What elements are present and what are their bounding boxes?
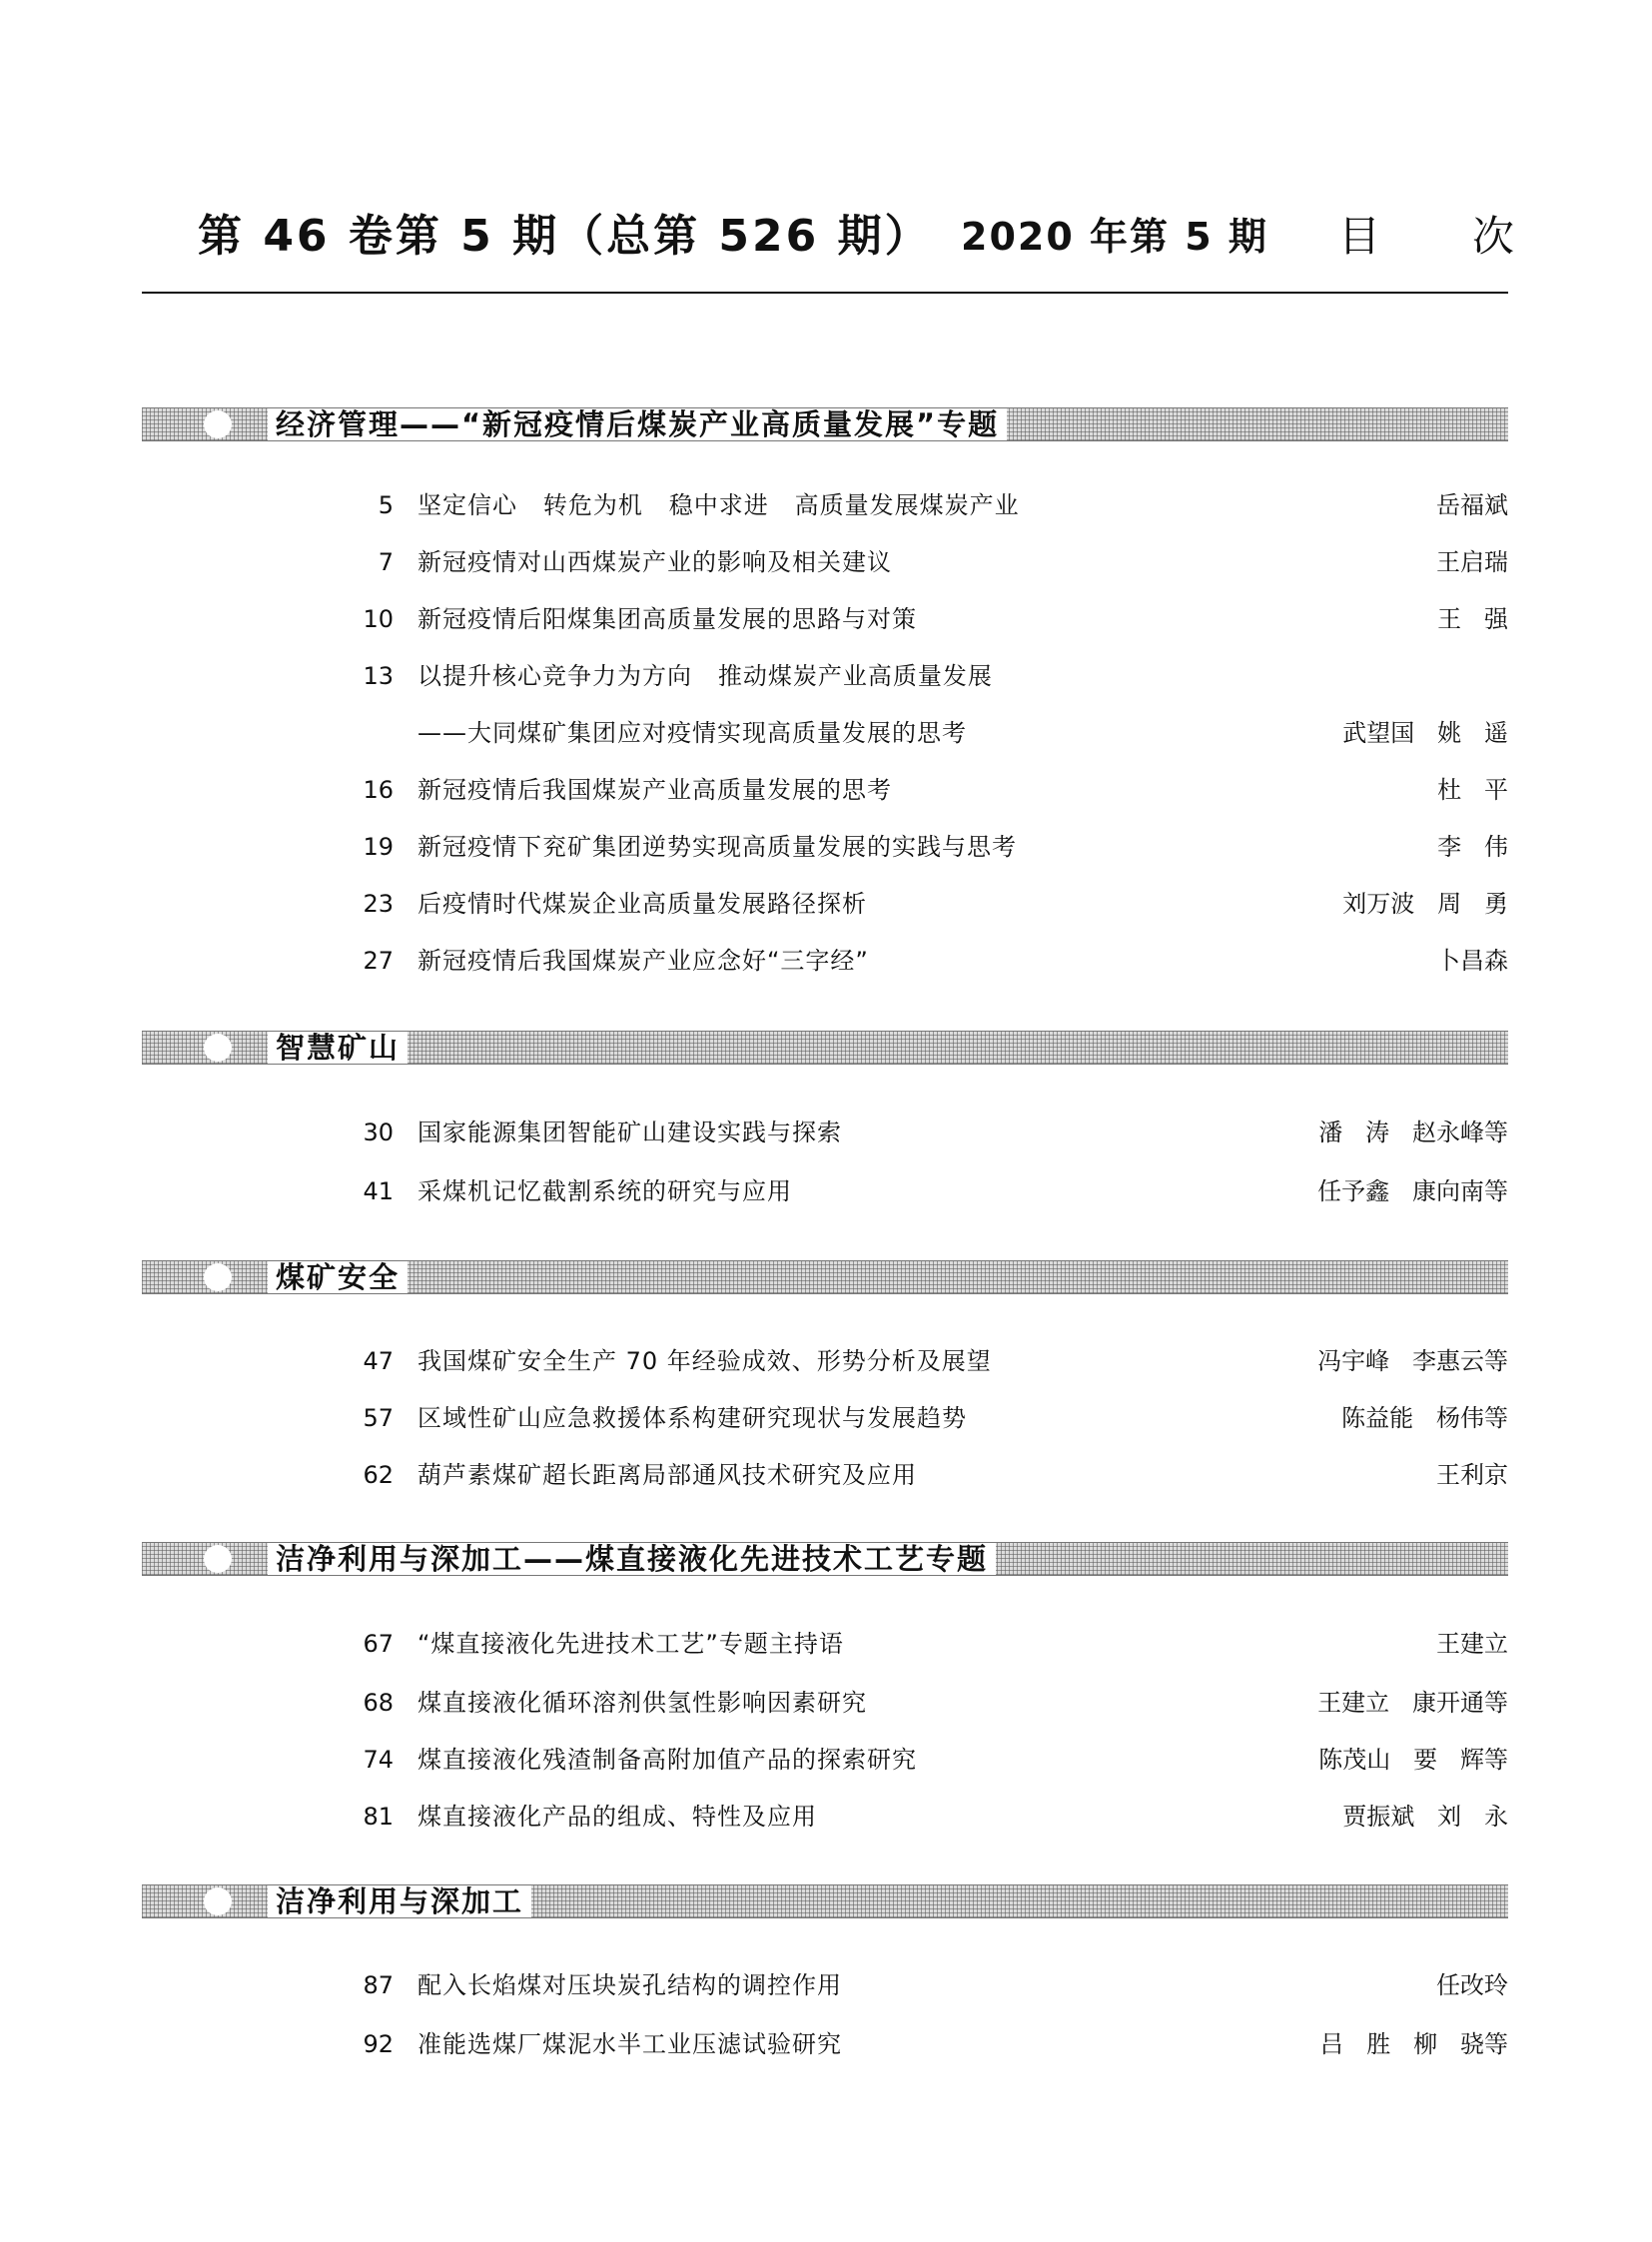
entry-author: 贾振斌 刘 永 xyxy=(1342,1803,1508,1831)
entry-author: 刘万波 周 勇 xyxy=(1342,890,1508,918)
section-header xyxy=(142,1260,1508,1294)
entry-page-number: 47 xyxy=(363,1347,394,1375)
entry-author: 吕 胜 柳 骁等 xyxy=(1319,2030,1508,2058)
entry-author: 陈茂山 要 辉等 xyxy=(1318,1746,1508,1774)
entry-title: 煤直接液化循环溶剂供氢性影响因素研究 xyxy=(417,1689,867,1717)
toc-entry[interactable] xyxy=(0,1965,1652,2005)
bullet-circle-icon xyxy=(204,1034,232,1062)
toc-entry[interactable] xyxy=(0,1341,1652,1381)
entry-page-number: 30 xyxy=(363,1119,394,1146)
entry-title: 坚定信心 转危为机 稳中求进 高质量发展煤炭产业 xyxy=(417,491,1020,519)
bullet-circle-icon xyxy=(204,1887,232,1915)
toc-entry[interactable] xyxy=(0,1740,1652,1780)
entry-title: 新冠疫情后我国煤炭产业应念好“三字经” xyxy=(417,947,869,975)
toc-entry[interactable] xyxy=(0,827,1652,867)
section-header xyxy=(142,1884,1508,1918)
section-header xyxy=(142,1031,1508,1065)
section-header xyxy=(142,407,1508,441)
toc-entry[interactable] xyxy=(0,2024,1652,2064)
entry-page-number: 19 xyxy=(363,833,394,861)
entry-title: 煤直接液化残渣制备高附加值产品的探索研究 xyxy=(417,1746,917,1774)
section-title: 煤矿安全 xyxy=(268,1261,408,1293)
entry-title: “煤直接液化先进技术工艺”专题主持语 xyxy=(417,1630,844,1658)
toc-entry[interactable] xyxy=(0,770,1652,810)
entry-author: 李 伟 xyxy=(1437,833,1508,861)
toc-entry[interactable] xyxy=(0,1683,1652,1723)
entry-author: 杜 平 xyxy=(1437,776,1508,804)
entry-page-number: 23 xyxy=(363,890,394,918)
entry-author: 王启瑞 xyxy=(1436,548,1508,576)
toc-entry[interactable] xyxy=(0,1797,1652,1837)
toc-heading xyxy=(1338,204,1514,264)
section-title: 洁净利用与深加工 xyxy=(268,1885,531,1917)
entry-title: 采煤机记忆截割系统的研究与应用 xyxy=(417,1177,792,1205)
entry-page-number: 7 xyxy=(378,548,394,576)
entry-author: 王建立 xyxy=(1436,1630,1508,1658)
entry-author: 陈益能 杨伟等 xyxy=(1341,1404,1508,1432)
toc-entry[interactable] xyxy=(0,1398,1652,1438)
entry-page-number: 16 xyxy=(363,776,394,804)
entry-page-number: 68 xyxy=(363,1689,394,1717)
toc-entry[interactable] xyxy=(0,713,1652,753)
entry-title: 新冠疫情后我国煤炭产业高质量发展的思考 xyxy=(417,776,892,804)
entry-title: 我国煤矿安全生产 70 年经验成效、形势分析及展望 xyxy=(417,1347,992,1375)
toc-entry[interactable] xyxy=(0,941,1652,981)
entry-title: 区域性矿山应急救援体系构建研究现状与发展趋势 xyxy=(417,1404,967,1432)
entry-author: 王利京 xyxy=(1436,1461,1508,1489)
entry-page-number: 74 xyxy=(363,1746,394,1774)
entry-title: 新冠疫情后阳煤集团高质量发展的思路与对策 xyxy=(417,605,917,633)
bullet-circle-icon xyxy=(204,1263,232,1291)
toc-entry[interactable] xyxy=(0,884,1652,924)
year-issue: 2020 年第 5 期 xyxy=(961,215,1268,259)
entry-page-number: 5 xyxy=(378,491,394,519)
section-title: 智慧矿山 xyxy=(268,1032,408,1064)
entry-author: 任予鑫 康向南等 xyxy=(1317,1177,1508,1205)
entry-title: 准能选煤厂煤泥水半工业压滤试验研究 xyxy=(417,2030,842,2058)
toc-entry[interactable] xyxy=(0,656,1652,696)
toc-entry[interactable] xyxy=(0,1113,1652,1152)
entry-title: 以提升核心竞争力为方向 推动煤炭产业高质量发展 xyxy=(417,662,993,690)
section-title: 洁净利用与深加工——煤直接液化先进技术工艺专题 xyxy=(268,1543,996,1575)
entry-page-number: 87 xyxy=(363,1971,394,1999)
entry-author: 潘 涛 赵永峰等 xyxy=(1318,1119,1508,1146)
section-title: 经济管理——“新冠疫情后煤炭产业高质量发展”专题 xyxy=(268,408,1007,440)
entry-title: 配入长焰煤对压块炭孔结构的调控作用 xyxy=(417,1971,842,1999)
toc-heading-char: 目 xyxy=(1338,212,1381,261)
entry-title: 新冠疫情下兖矿集团逆势实现高质量发展的实践与思考 xyxy=(417,833,1017,861)
entry-title: 国家能源集团智能矿山建设实践与探索 xyxy=(417,1119,842,1146)
bullet-circle-icon xyxy=(204,410,232,438)
entry-author: 王建立 康开通等 xyxy=(1317,1689,1508,1717)
toc-entry[interactable] xyxy=(0,485,1652,525)
entry-title: 煤直接液化产品的组成、特性及应用 xyxy=(417,1803,817,1831)
toc-entry[interactable] xyxy=(0,1624,1652,1664)
entry-title: 葫芦素煤矿超长距离局部通风技术研究及应用 xyxy=(417,1461,917,1489)
entry-page-number: 10 xyxy=(363,605,394,633)
entry-page-number: 67 xyxy=(363,1630,394,1658)
entry-author: 王 强 xyxy=(1437,605,1508,633)
toc-entry[interactable] xyxy=(0,542,1652,582)
toc-entry[interactable] xyxy=(0,1455,1652,1495)
entry-page-number: 41 xyxy=(363,1177,394,1205)
entry-title: ——大同煤矿集团应对疫情实现高质量发展的思考 xyxy=(417,719,967,747)
toc-heading-char: 次 xyxy=(1472,212,1515,261)
entry-author: 冯宇峰 李惠云等 xyxy=(1317,1347,1508,1375)
entry-page-number: 13 xyxy=(363,662,394,690)
entry-title: 后疫情时代煤炭企业高质量发展路径探析 xyxy=(417,890,867,918)
entry-page-number: 81 xyxy=(363,1803,394,1831)
entry-page-number: 57 xyxy=(363,1404,394,1432)
header-rule xyxy=(142,292,1508,294)
entry-page-number: 27 xyxy=(363,947,394,975)
entry-author: 武望国 姚 遥 xyxy=(1342,719,1508,747)
entry-author: 岳福斌 xyxy=(1436,491,1508,519)
toc-entry[interactable] xyxy=(0,1171,1652,1211)
toc-entry[interactable] xyxy=(0,599,1652,639)
entry-author: 任改玲 xyxy=(1436,1971,1508,1999)
section-header xyxy=(142,1542,1508,1576)
entry-page-number: 92 xyxy=(363,2030,394,2058)
volume-issue: 第 46 卷第 5 期（总第 526 期） xyxy=(198,211,932,262)
entry-page-number: 62 xyxy=(363,1461,394,1489)
entry-title: 新冠疫情对山西煤炭产业的影响及相关建议 xyxy=(417,548,892,576)
bullet-circle-icon xyxy=(204,1545,232,1573)
entry-author: 卜昌森 xyxy=(1436,947,1508,975)
